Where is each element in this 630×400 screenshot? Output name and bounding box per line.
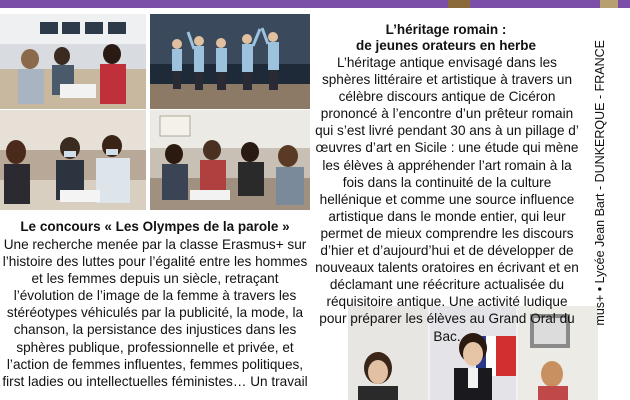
article-body-olympes: Une recherche menée par la classe Erasmus+ sur l’histoire des luttes pour l’égalité entre les hommes et les femmes depuis un siècle, retraçant l’évolution de l’image de la femme à travers les stéréotypes véhiculés par la publicité, la mode, la chanson, la persistance des injustices dans les sphères publique, professionnelle et privée, et l’action de femmes influentes, femmes politiques, first ladies ou intellectuelles féministes… Un travail	[2, 237, 308, 389]
vertical-footer-text: mus+ • Lycée Jean Bart - DUNKERQUE - FRANCE	[593, 40, 607, 326]
header-ornament	[600, 0, 618, 8]
article-title-roman-heritage	[315, 22, 577, 54]
photo-classroom-students	[0, 14, 146, 109]
photo-students-on-stage	[150, 14, 310, 109]
header-logo	[448, 0, 470, 8]
title-line-2: de jeunes orateurs en herbe	[355, 38, 537, 53]
photo-classroom-work	[150, 110, 310, 210]
photo-masked-students	[0, 110, 146, 210]
top-accent-bar	[0, 0, 630, 8]
title-line-1: L’héritage romain :	[385, 22, 507, 37]
article-body-roman-heritage: L’héritage antique envisagé dans les sphères littéraire et artistique à travers un célèbre discours antique de Cicéron prononcé à l’encontre d’un prêteur romain qui s’est livré pendant 30 ans à un pillage d’ œuvres d’art en Sicile : une étude qui mène les élèves à appréhender l’art romain à la fois dans la continuité de la culture hellénique et comme une source influence artistique dans le monde entier, qui leur permet de mieux comprendre les discours d’hier et d’aujourd’hui et de développer de nouveaux talents oratoires en écrivant et en déclamant une réécriture actualisée du réquisitoire antique. Une activité ludique pour préparer les élèves au Grand Oral du Bac.	[315, 55, 579, 344]
article-title-olympes: Le concours « Les Olympes de la parole »	[20, 219, 290, 234]
